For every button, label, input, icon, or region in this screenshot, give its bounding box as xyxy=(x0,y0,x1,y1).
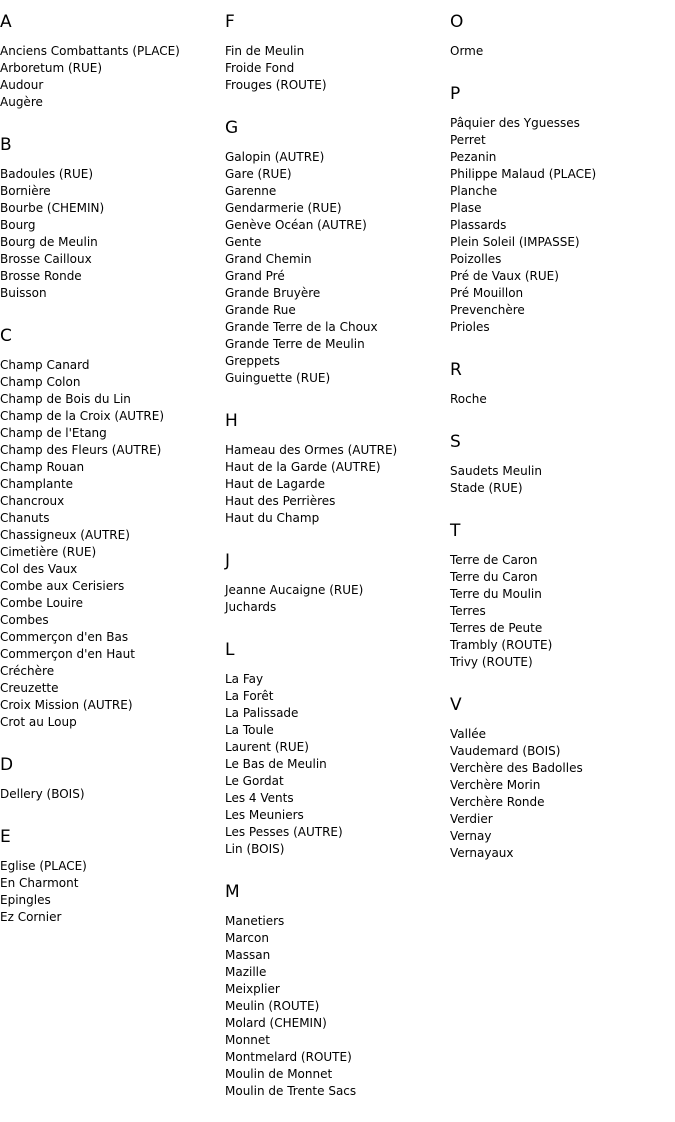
letter-section-v xyxy=(450,693,672,862)
street-link[interactable]: Cimetière (RUE) xyxy=(0,545,97,559)
street-link[interactable]: Fin de Meulin xyxy=(225,44,305,58)
street-link[interactable]: Champ Colon xyxy=(0,375,81,389)
street-link[interactable]: Anciens Combattants (PLACE) xyxy=(0,44,180,58)
letter-section-l xyxy=(225,638,447,858)
street-link[interactable]: Genève Océan (AUTRE) xyxy=(225,218,367,232)
street-link[interactable]: Terres de Peute xyxy=(450,621,543,635)
street-link[interactable]: Laurent (RUE) xyxy=(225,740,309,754)
street-link[interactable]: Champ de l'Etang xyxy=(0,426,107,440)
street-link[interactable]: Montmelard (ROUTE) xyxy=(225,1050,352,1064)
street-link[interactable]: Champ des Fleurs (AUTRE) xyxy=(0,443,162,457)
street-link[interactable]: Commerçon d'en Bas xyxy=(0,630,129,644)
letter-section-j xyxy=(225,549,447,616)
letter-section-s xyxy=(450,430,672,497)
street-link[interactable]: Meulin (ROUTE) xyxy=(225,999,320,1013)
street-link[interactable]: Saudets Meulin xyxy=(450,464,542,478)
street-link[interactable]: Trambly (ROUTE) xyxy=(450,638,553,652)
street-link[interactable]: En Charmont xyxy=(0,876,79,890)
street-link[interactable]: Chassigneux (AUTRE) xyxy=(0,528,130,542)
street-link[interactable]: Verdier xyxy=(450,812,493,826)
street-link[interactable]: Bornière xyxy=(0,184,51,198)
street-link[interactable]: Epingles xyxy=(0,893,51,907)
street-link[interactable]: Haut de Lagarde xyxy=(225,477,326,491)
street-link[interactable]: Terre de Caron xyxy=(450,553,538,567)
letter-section-m xyxy=(225,880,447,1100)
street-link[interactable]: Creuzette xyxy=(0,681,59,695)
letter-section-c xyxy=(0,324,222,731)
street-link[interactable]: Vaudemard (BOIS) xyxy=(450,744,561,758)
street-link[interactable]: Audour xyxy=(0,78,44,92)
letter-section-r xyxy=(450,358,672,408)
street-link[interactable]: Grande Terre de Meulin xyxy=(225,337,365,351)
section-letter-heading: V xyxy=(450,695,462,715)
street-link[interactable]: Eglise (PLACE) xyxy=(0,859,87,873)
letter-section-h xyxy=(225,409,447,527)
street-link[interactable]: Champ de Bois du Lin xyxy=(0,392,131,406)
street-link[interactable]: Verchère Morin xyxy=(450,778,541,792)
street-link[interactable]: Marcon xyxy=(225,931,269,945)
street-link[interactable]: Guinguette (RUE) xyxy=(225,371,331,385)
street-link[interactable]: Trivy (ROUTE) xyxy=(450,655,533,669)
street-link[interactable]: Galopin (AUTRE) xyxy=(225,150,325,164)
letter-section-b xyxy=(0,133,222,302)
street-link[interactable]: Froide Fond xyxy=(225,61,295,75)
street-link[interactable]: Ez Cornier xyxy=(0,910,62,924)
street-link[interactable]: Crot au Loup xyxy=(0,715,77,729)
street-link[interactable]: Grande Terre de la Choux xyxy=(225,320,378,334)
street-link[interactable]: Combe aux Cerisiers xyxy=(0,579,125,593)
street-link[interactable]: Vallée xyxy=(450,727,487,741)
street-link[interactable]: Le Gordat xyxy=(225,774,284,788)
street-link[interactable]: Col des Vaux xyxy=(0,562,78,576)
street-link[interactable]: Moulin de Monnet xyxy=(225,1067,333,1081)
street-link[interactable]: Le Bas de Meulin xyxy=(225,757,327,771)
street-link[interactable]: Pezanin xyxy=(450,150,497,164)
street-link[interactable]: Grand Pré xyxy=(225,269,285,283)
street-link[interactable]: Pâquier des Yguesses xyxy=(450,116,580,130)
street-link[interactable]: Haut des Perrières xyxy=(225,494,336,508)
street-link[interactable]: Frouges (ROUTE) xyxy=(225,78,327,92)
street-link[interactable]: La Fay xyxy=(225,672,264,686)
street-link[interactable]: Philippe Malaud (PLACE) xyxy=(450,167,597,181)
section-letter-heading: T xyxy=(450,521,461,541)
street-link[interactable]: Plein Soleil (IMPASSE) xyxy=(450,235,580,249)
letter-section-a xyxy=(0,10,222,111)
street-link[interactable]: Champ Canard xyxy=(0,358,90,372)
column-1 xyxy=(0,10,222,948)
street-link[interactable]: Bourbe (CHEMIN) xyxy=(0,201,105,215)
section-letter-heading: F xyxy=(225,12,235,32)
street-link[interactable]: Combes xyxy=(0,613,49,627)
street-link[interactable]: Poizolles xyxy=(450,252,502,266)
street-link[interactable]: Garenne xyxy=(225,184,277,198)
street-link[interactable]: Verchère Ronde xyxy=(450,795,545,809)
street-link[interactable]: Grande Rue xyxy=(225,303,296,317)
section-letter-heading: C xyxy=(0,326,12,346)
street-link[interactable]: Orme xyxy=(450,44,484,58)
street-link[interactable]: Les Meuniers xyxy=(225,808,304,822)
street-link[interactable]: La Palissade xyxy=(225,706,299,720)
street-link[interactable]: Planche xyxy=(450,184,498,198)
letter-section-t xyxy=(450,519,672,671)
street-link[interactable]: Juchards xyxy=(225,600,277,614)
letter-section-o xyxy=(450,10,672,60)
street-link[interactable]: Massan xyxy=(225,948,271,962)
street-link[interactable]: Terres xyxy=(450,604,486,618)
street-link[interactable]: Chanuts xyxy=(0,511,50,525)
street-link[interactable]: Plase xyxy=(450,201,482,215)
street-link[interactable]: Dellery (BOIS) xyxy=(0,787,85,801)
street-link[interactable]: Perret xyxy=(450,133,486,147)
section-letter-heading: R xyxy=(450,360,462,380)
street-link[interactable]: Chancroux xyxy=(0,494,65,508)
street-link[interactable]: Augère xyxy=(0,95,43,109)
street-link[interactable]: Meixplier xyxy=(225,982,280,996)
street-link[interactable]: Gente xyxy=(225,235,262,249)
street-link[interactable]: Vernay xyxy=(450,829,492,843)
letter-section-d xyxy=(0,753,222,803)
column-2 xyxy=(225,10,447,1122)
street-link[interactable]: Terre du Moulin xyxy=(450,587,542,601)
street-link[interactable]: Pré Mouillon xyxy=(450,286,524,300)
street-link[interactable]: Monnet xyxy=(225,1033,270,1047)
street-link[interactable]: Greppets xyxy=(225,354,280,368)
street-link[interactable]: Arboretum (RUE) xyxy=(0,61,103,75)
section-letter-heading: P xyxy=(450,84,461,104)
street-link[interactable]: Créchère xyxy=(0,664,55,678)
street-link[interactable]: Bourg xyxy=(0,218,36,232)
street-link[interactable]: Champ de la Croix (AUTRE) xyxy=(0,409,165,423)
street-link[interactable]: Gare (RUE) xyxy=(225,167,292,181)
street-link[interactable]: Buisson xyxy=(0,286,47,300)
section-letter-heading: A xyxy=(0,12,12,32)
section-letter-heading: G xyxy=(225,118,239,138)
street-link[interactable]: Gendarmerie (RUE) xyxy=(225,201,342,215)
street-link[interactable]: Haut du Champ xyxy=(225,511,320,525)
street-link[interactable]: Brosse Ronde xyxy=(0,269,82,283)
street-link[interactable]: Commerçon d'en Haut xyxy=(0,647,135,661)
section-letter-heading: E xyxy=(0,827,11,847)
section-letter-heading: L xyxy=(225,640,235,660)
section-letter-heading: S xyxy=(450,432,461,452)
letter-section-f xyxy=(225,10,447,94)
street-link[interactable]: Verchère des Badolles xyxy=(450,761,583,775)
street-link[interactable]: Manetiers xyxy=(225,914,285,928)
street-link[interactable]: Terre du Caron xyxy=(450,570,538,584)
letter-section-p xyxy=(450,82,672,336)
section-letter-heading: H xyxy=(225,411,238,431)
street-link[interactable]: Badoules (RUE) xyxy=(0,167,93,181)
street-link[interactable]: Les 4 Vents xyxy=(225,791,294,805)
street-link[interactable]: Lin (BOIS) xyxy=(225,842,285,856)
street-link[interactable]: Hameau des Ormes (AUTRE) xyxy=(225,443,398,457)
section-letter-heading: O xyxy=(450,12,464,32)
street-link[interactable]: La Forêt xyxy=(225,689,274,703)
letter-section-e xyxy=(0,825,222,926)
street-link[interactable]: Bourg de Meulin xyxy=(0,235,98,249)
street-link[interactable]: Croix Mission (AUTRE) xyxy=(0,698,133,712)
street-link[interactable]: Roche xyxy=(450,392,487,406)
street-link[interactable]: Champlante xyxy=(0,477,74,491)
street-link[interactable]: Haut de la Garde (AUTRE) xyxy=(225,460,381,474)
street-link[interactable]: Champ Rouan xyxy=(0,460,85,474)
street-link[interactable]: Prevenchère xyxy=(450,303,525,317)
street-link[interactable]: Moulin de Trente Sacs xyxy=(225,1084,357,1098)
street-link[interactable]: Combe Louire xyxy=(0,596,84,610)
street-link[interactable]: Vernayaux xyxy=(450,846,514,860)
street-link[interactable]: Grande Bruyère xyxy=(225,286,321,300)
street-link[interactable]: Molard (CHEMIN) xyxy=(225,1016,327,1030)
section-letter-heading: M xyxy=(225,882,240,902)
street-link[interactable]: Prioles xyxy=(450,320,490,334)
street-link[interactable]: La Toule xyxy=(225,723,274,737)
street-link[interactable]: Grand Chemin xyxy=(225,252,312,266)
section-letter-heading: J xyxy=(225,551,231,571)
street-link[interactable]: Pré de Vaux (RUE) xyxy=(450,269,559,283)
section-letter-heading: B xyxy=(0,135,12,155)
street-link[interactable]: Brosse Cailloux xyxy=(0,252,92,266)
column-3 xyxy=(450,10,672,884)
street-link[interactable]: Jeanne Aucaigne (RUE) xyxy=(225,583,364,597)
street-link[interactable]: Stade (RUE) xyxy=(450,481,523,495)
letter-section-g xyxy=(225,116,447,387)
street-link[interactable]: Mazille xyxy=(225,965,267,979)
street-link[interactable]: Les Pesses (AUTRE) xyxy=(225,825,343,839)
street-link[interactable]: Plassards xyxy=(450,218,507,232)
section-letter-heading: D xyxy=(0,755,14,775)
